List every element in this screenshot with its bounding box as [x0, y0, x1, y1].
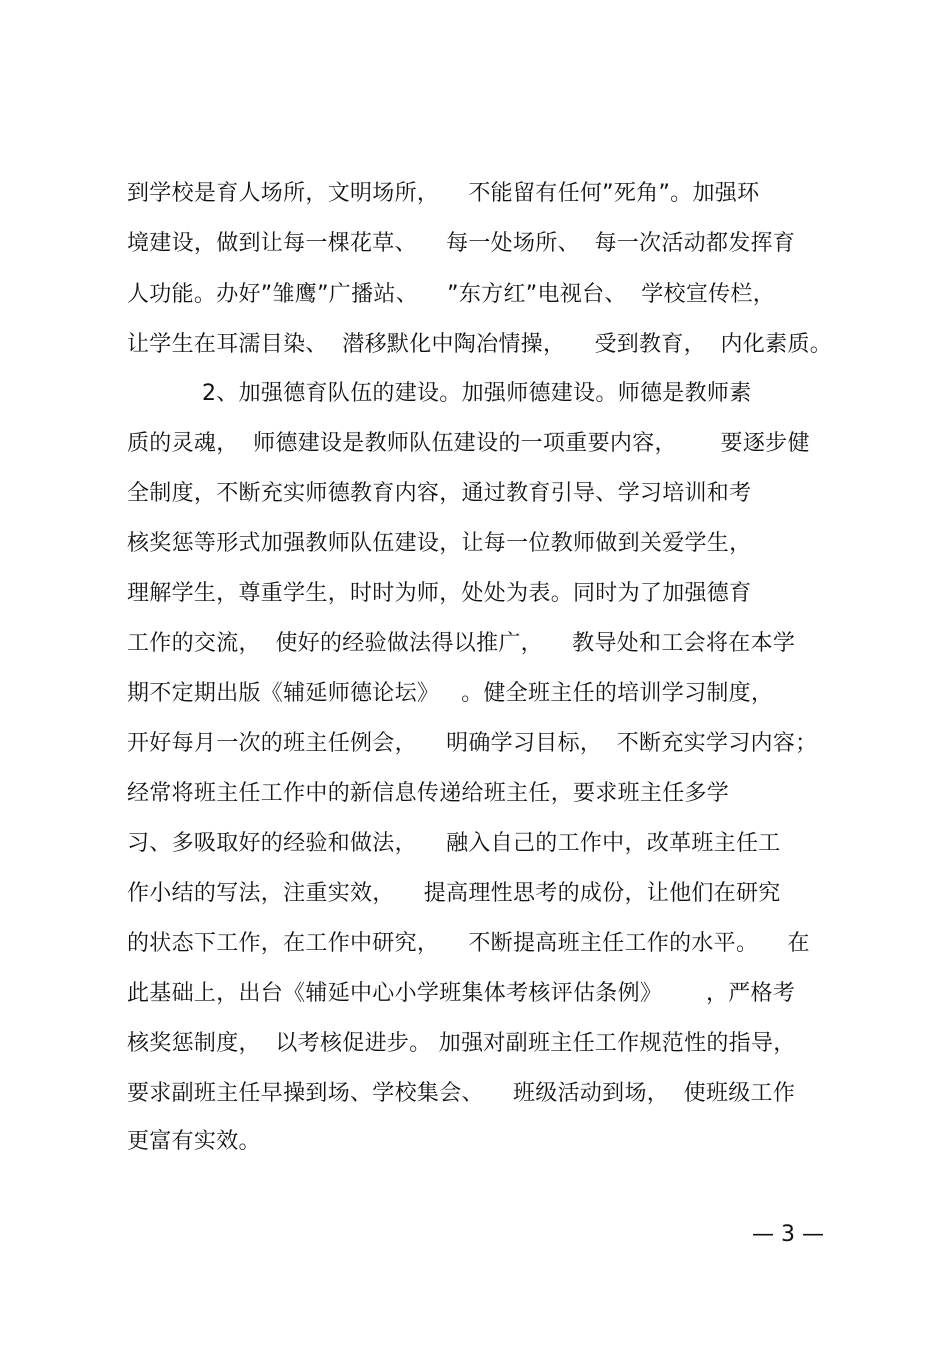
page-number: — 3 —: [752, 1222, 824, 1247]
text-line-1: 到学校是育人场所，文明场所， 不能留有任何”死角”。加强环: [127, 181, 760, 206]
text-line-4: 让学生在耳濡目染、 潜移默化中陶冶情操， 受到教育， 内化素质。: [127, 332, 833, 357]
text-line-11: 期不定期出版《辅延师德论坛》 。健全班主任的培训学习制度，: [127, 681, 774, 706]
text-line-16: 的状态下工作，在工作中研究， 不断提高班主任工作的水平。 在: [127, 931, 810, 956]
text-line-13: 经常将班主任工作中的新信息传递给班主任，要求班主任多学: [127, 781, 730, 806]
text-line-9: 理解学生，尊重学生，时时为师，处处为表。同时为了加强德育: [127, 581, 752, 606]
text-line-12: 开好每月一次的班主任例会， 明确学习目标， 不断充实学习内容；: [127, 731, 818, 756]
text-line-15: 作小结的写法，注重实效， 提高理性思考的成份，让他们在研究: [127, 881, 781, 906]
paragraph-2-first-line: 2、加强德育队伍的建设。加强师德建设。师德是教师素: [202, 381, 752, 406]
text-line-10: 工作的交流， 使好的经验做法得以推广， 教导处和工会将在本学: [127, 631, 796, 656]
text-line-18: 核奖惩制度， 以考核促进步。 加强对副班主任工作规范性的指导，: [127, 1031, 796, 1056]
text-line-14: 习、多吸取好的经验和做法， 融入自己的工作中，改革班主任工: [127, 831, 781, 856]
text-line-2: 境建设，做到让每一棵花草、 每一处场所、 每一次活动都发挥育: [127, 231, 796, 256]
text-line-6: 质的灵魂， 师德建设是教师队伍建设的一项重要内容， 要逐步健: [127, 431, 810, 456]
text-line-7: 全制度，不断充实师德教育内容，通过教育引导、学习培训和考: [127, 481, 752, 506]
text-line-3: 人功能。办好”雏鹰”广播站、 ”东方红”电视台、 学校宣传栏，: [127, 282, 776, 307]
text-line-17: 此基础上，出台《辅延中心小学班集体考核评估条例》 ，严格考: [127, 981, 796, 1006]
text-line-8: 核奖惩等形式加强教师队伍建设，让每一位教师做到关爱学生，: [127, 531, 752, 556]
text-line-19: 要求副班主任早操到场、学校集会、 班级活动到场， 使班级工作: [127, 1081, 796, 1106]
text-line-20: 更富有实效。: [127, 1129, 261, 1154]
